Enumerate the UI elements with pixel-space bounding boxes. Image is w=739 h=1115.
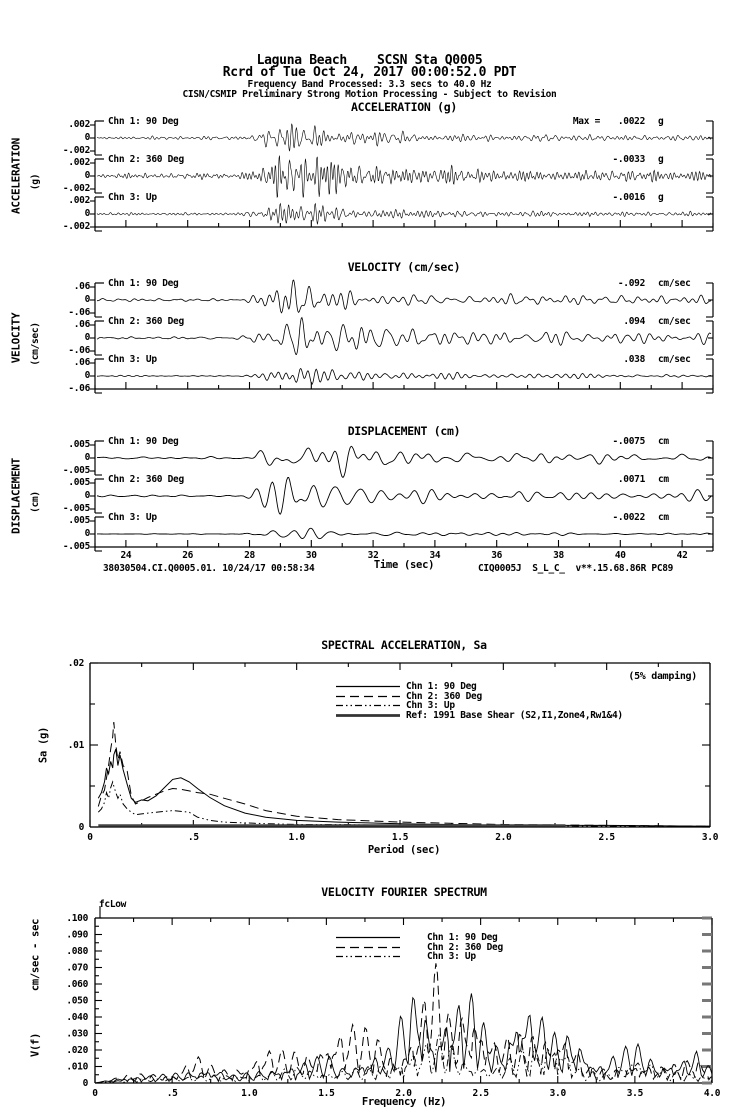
fft-curve-chn1 bbox=[95, 993, 712, 1083]
sa-x-tick-label: 1.0 bbox=[288, 832, 305, 843]
station-title: Laguna Beach SCSN Sta Q0005 bbox=[256, 53, 483, 68]
sa-legend-label: Chn 3: Up bbox=[406, 700, 455, 712]
damping-annotation: (5% damping) bbox=[628, 671, 697, 682]
acceleration-ch3-max-unit: g bbox=[658, 192, 664, 203]
time-tick-label: 34 bbox=[429, 550, 441, 561]
acceleration-ch1-trace bbox=[97, 124, 711, 152]
velocity-ch3-max-unit: cm/sec bbox=[658, 354, 691, 365]
fft-y-tick-label: 0 bbox=[82, 1078, 88, 1089]
fft-x-tick-label: 2.0 bbox=[395, 1088, 412, 1099]
sa-y-axis-label: Sa (g) bbox=[37, 726, 50, 764]
sa-legend-label: Chn 1: 90 Deg bbox=[406, 681, 477, 692]
displacement-ch1-max-unit: cm bbox=[658, 436, 669, 447]
displacement-ch1-label: Chn 1: 90 Deg bbox=[108, 436, 179, 447]
sa-legend-swatch-thick bbox=[336, 711, 400, 720]
displacement-ch2-tick-zero: 0 bbox=[84, 490, 90, 501]
acceleration-ch2-tick-zero: 0 bbox=[84, 170, 90, 181]
fourier-legend-row bbox=[336, 952, 503, 962]
velocity-ch1-max-value: -.092 bbox=[617, 278, 645, 289]
sa-y-tick-label: 0 bbox=[78, 822, 84, 833]
velocity-ch3-label: Chn 3: Up bbox=[108, 354, 157, 365]
filter-corner-label: fcLow bbox=[99, 899, 127, 910]
sa-curve-chn1 bbox=[98, 749, 710, 826]
displacement-ch2-label: Chn 2: 360 Deg bbox=[108, 474, 184, 485]
fft-y-tick-label: .060 bbox=[66, 979, 88, 990]
acceleration-ch2-tick-bot: -.002 bbox=[62, 183, 90, 194]
fourier-legend-label: Chn 2: 360 Deg bbox=[427, 941, 503, 953]
fft-y-tick-label: .050 bbox=[66, 995, 88, 1007]
fft-x-tick-label: 3.5 bbox=[626, 1088, 644, 1099]
fft-y-tick-label: .020 bbox=[66, 1045, 88, 1056]
fourier-legend-label: Chn 3: Up bbox=[427, 951, 476, 963]
sa-legend-label: Ref: 1991 Base Shear (S2,I1,Zone4,Rw1&4) bbox=[406, 709, 623, 721]
velocity-ch2-tick-zero: 0 bbox=[84, 332, 90, 343]
fft-y-tick-label: .100 bbox=[66, 913, 88, 924]
sa-legend-swatch-longdash bbox=[336, 692, 400, 701]
sa-legend-row bbox=[336, 711, 623, 721]
processing-disclaimer: CISN/CSMIP Preliminary Strong Motion Processing - Subject to Revision bbox=[182, 89, 557, 100]
fft-y-tick-label: .080 bbox=[66, 946, 88, 957]
acceleration-ch2-max-value: -.0033 bbox=[612, 154, 645, 165]
fft-y-tick-label: .030 bbox=[66, 1028, 88, 1040]
acceleration-panel-title: ACCELERATION (g) bbox=[351, 100, 457, 114]
sa-legend bbox=[336, 682, 623, 720]
fourier-chart-title: VELOCITY FOURIER SPECTRUM bbox=[321, 885, 487, 899]
acceleration-ch3-tick-top: .002 bbox=[68, 195, 90, 206]
velocity-ch2-tick-top: .06 bbox=[73, 319, 90, 330]
fft-y-tick-label: .090 bbox=[66, 929, 88, 941]
displacement-ch3-label: Chn 3: Up bbox=[108, 512, 157, 523]
velocity-ch3-tick-bot: -.06 bbox=[68, 383, 90, 394]
fft-y-tick-label: .010 bbox=[66, 1061, 88, 1073]
sa-curve-chn3 bbox=[98, 782, 710, 826]
time-tick-label: 42 bbox=[676, 550, 688, 561]
fourier-y-axis-units: cm/sec - sec bbox=[29, 918, 42, 992]
sa-chart-canvas bbox=[0, 636, 739, 871]
velocity-ch3-tick-zero: 0 bbox=[84, 370, 90, 381]
velocity-axis-label: VELOCITY bbox=[9, 312, 23, 364]
displacement-ch3-tick-bot: -.005 bbox=[62, 541, 90, 552]
fft-y-tick-label: .070 bbox=[66, 962, 88, 974]
acceleration-ch2-max-unit: g bbox=[658, 154, 664, 165]
acceleration-ch1-max-value: .0022 bbox=[617, 116, 645, 127]
velocity-ch3-tick-top: .06 bbox=[73, 357, 90, 368]
velocity-traces-canvas bbox=[0, 272, 739, 422]
sa-x-tick-label: 2.0 bbox=[495, 832, 512, 843]
velocity-ch2-label: Chn 2: 360 Deg bbox=[108, 316, 184, 327]
velocity-ch3-trace bbox=[97, 369, 711, 385]
displacement-ch3-trace bbox=[97, 528, 711, 538]
time-tick-label: 30 bbox=[305, 550, 317, 561]
sa-x-tick-label: 1.5 bbox=[391, 832, 409, 843]
fft-x-tick-label: .5 bbox=[166, 1088, 178, 1099]
fourier-legend bbox=[336, 933, 503, 962]
fourier-legend-swatch-dashdotdot bbox=[336, 952, 400, 961]
sa-x-tick-label: .5 bbox=[187, 832, 199, 843]
sa-legend-row bbox=[336, 692, 623, 702]
record-datetime: Rcrd of Tue Oct 24, 2017 00:00:52.0 PDT bbox=[222, 65, 517, 80]
frequency-band-note: Frequency Band Processed: 3.3 secs to 40.0 Hz bbox=[247, 79, 492, 90]
sa-x-tick-label: 2.5 bbox=[598, 832, 615, 843]
fft-x-tick-label: 1.5 bbox=[318, 1088, 335, 1099]
sa-legend-label: Chn 2: 360 Deg bbox=[406, 690, 482, 702]
processing-version-footer: CIQ0005J S_L_C_ v**.15.68.86R PC89 bbox=[478, 563, 674, 574]
velocity-ch2-max-value: .094 bbox=[623, 316, 645, 327]
acceleration-axis-unit: (g) bbox=[30, 173, 41, 191]
displacement-ch2-tick-bot: -.005 bbox=[62, 503, 90, 514]
acceleration-ch3-trace bbox=[97, 204, 711, 224]
velocity-ch1-tick-bot: -.06 bbox=[68, 307, 90, 318]
velocity-ch1-label: Chn 1: 90 Deg bbox=[108, 278, 179, 289]
velocity-ch1-tick-zero: 0 bbox=[84, 294, 90, 305]
period-axis-label: Period (sec) bbox=[367, 844, 441, 856]
displacement-ch1-tick-bot: -.005 bbox=[62, 465, 90, 476]
acceleration-ch1-tick-bot: -.002 bbox=[62, 145, 90, 156]
time-tick-label: 26 bbox=[182, 550, 194, 561]
acceleration-axis-label: ACCELERATION bbox=[9, 138, 23, 214]
acceleration-ch1-label: Chn 1: 90 Deg bbox=[108, 116, 179, 127]
sa-curve-chn2 bbox=[98, 722, 710, 826]
displacement-ch1-trace bbox=[97, 446, 711, 477]
displacement-ch3-max-unit: cm bbox=[658, 512, 669, 523]
sa-chart-title: SPECTRAL ACCELERATION, Sa bbox=[321, 638, 487, 652]
sa-y-tick-label: .01 bbox=[67, 740, 84, 751]
displacement-ch3-max-value: -.0022 bbox=[612, 512, 645, 523]
fft-curve-chn3 bbox=[95, 1035, 712, 1083]
time-tick-label: 28 bbox=[244, 550, 255, 561]
displacement-ch2-max-unit: cm bbox=[658, 474, 669, 485]
time-tick-label: 38 bbox=[553, 550, 564, 561]
velocity-ch2-max-unit: cm/sec bbox=[658, 316, 691, 327]
time-tick-label: 24 bbox=[120, 550, 132, 561]
acceleration-ch1-max-prefix: Max = bbox=[572, 116, 600, 127]
acceleration-ch3-tick-bot: -.002 bbox=[62, 221, 90, 232]
acceleration-ch2-tick-top: .002 bbox=[68, 157, 90, 168]
time-tick-label: 36 bbox=[491, 550, 503, 561]
fourier-chart-canvas bbox=[0, 885, 739, 1115]
fft-x-tick-label: 4.0 bbox=[703, 1088, 721, 1099]
fourier-legend-label: Chn 1: 90 Deg bbox=[427, 932, 498, 943]
velocity-panel-title: VELOCITY (cm/sec) bbox=[347, 260, 461, 274]
fourier-legend-row bbox=[336, 943, 503, 953]
fft-x-tick-label: 3.0 bbox=[549, 1088, 566, 1099]
displacement-ch2-tick-top: .005 bbox=[68, 477, 90, 488]
sa-x-tick-label: 0 bbox=[87, 832, 93, 843]
sa-y-tick-label: .02 bbox=[67, 658, 84, 669]
fourier-legend-swatch-longdash bbox=[336, 943, 400, 952]
time-axis-label: Time (sec) bbox=[373, 559, 435, 571]
displacement-axis-label: DISPLACEMENT bbox=[9, 458, 23, 534]
acceleration-ch1-tick-top: .002 bbox=[68, 119, 90, 130]
displacement-ch2-max-value: .0071 bbox=[617, 474, 645, 485]
velocity-ch1-max-unit: cm/sec bbox=[658, 278, 691, 289]
acceleration-ch3-tick-zero: 0 bbox=[84, 208, 90, 219]
time-tick-label: 40 bbox=[614, 550, 626, 561]
fft-x-tick-label: 2.5 bbox=[472, 1088, 489, 1099]
displacement-ch3-tick-top: .005 bbox=[68, 515, 90, 526]
acceleration-ch2-label: Chn 2: 360 Deg bbox=[108, 154, 184, 165]
acceleration-ch3-max-value: -.0016 bbox=[612, 192, 645, 203]
velocity-ch1-tick-top: .06 bbox=[73, 281, 90, 292]
fft-curve-chn2 bbox=[95, 963, 712, 1083]
sa-legend-swatch-solid bbox=[336, 682, 400, 691]
displacement-ch1-max-value: -.0075 bbox=[612, 436, 645, 447]
displacement-ch1-tick-zero: 0 bbox=[84, 452, 90, 463]
velocity-axis-unit: (cm/sec) bbox=[30, 322, 41, 366]
displacement-ch1-tick-top: .005 bbox=[68, 439, 90, 450]
velocity-ch3-max-value: .038 bbox=[623, 354, 645, 365]
fft-x-tick-label: 1.0 bbox=[241, 1088, 258, 1099]
displacement-axis-unit: (cm) bbox=[30, 491, 41, 513]
sa-legend-swatch-dashdotdot bbox=[336, 701, 400, 710]
acceleration-ch3-label: Chn 3: Up bbox=[108, 192, 157, 203]
time-tick-label: 32 bbox=[367, 550, 379, 561]
acceleration-ch1-max-unit: g bbox=[658, 116, 664, 127]
acceleration-traces-canvas bbox=[0, 112, 739, 262]
fourier-legend-swatch-solid bbox=[336, 933, 400, 942]
displacement-ch3-tick-zero: 0 bbox=[84, 528, 90, 539]
fft-x-tick-label: 0 bbox=[92, 1088, 98, 1099]
fourier-y-axis-label: V(f) bbox=[29, 1032, 42, 1058]
displacement-panel-title: DISPLACEMENT (cm) bbox=[347, 424, 461, 438]
velocity-ch2-tick-bot: -.06 bbox=[68, 345, 90, 356]
frequency-axis-label: Frequency (Hz) bbox=[361, 1096, 447, 1108]
record-id-footer: 38030504.CI.Q0005.01. 10/24/17 00:58:34 bbox=[103, 563, 315, 574]
acceleration-ch1-tick-zero: 0 bbox=[84, 132, 90, 143]
fft-y-tick-label: .040 bbox=[66, 1012, 88, 1023]
sa-x-tick-label: 3.0 bbox=[701, 832, 719, 843]
